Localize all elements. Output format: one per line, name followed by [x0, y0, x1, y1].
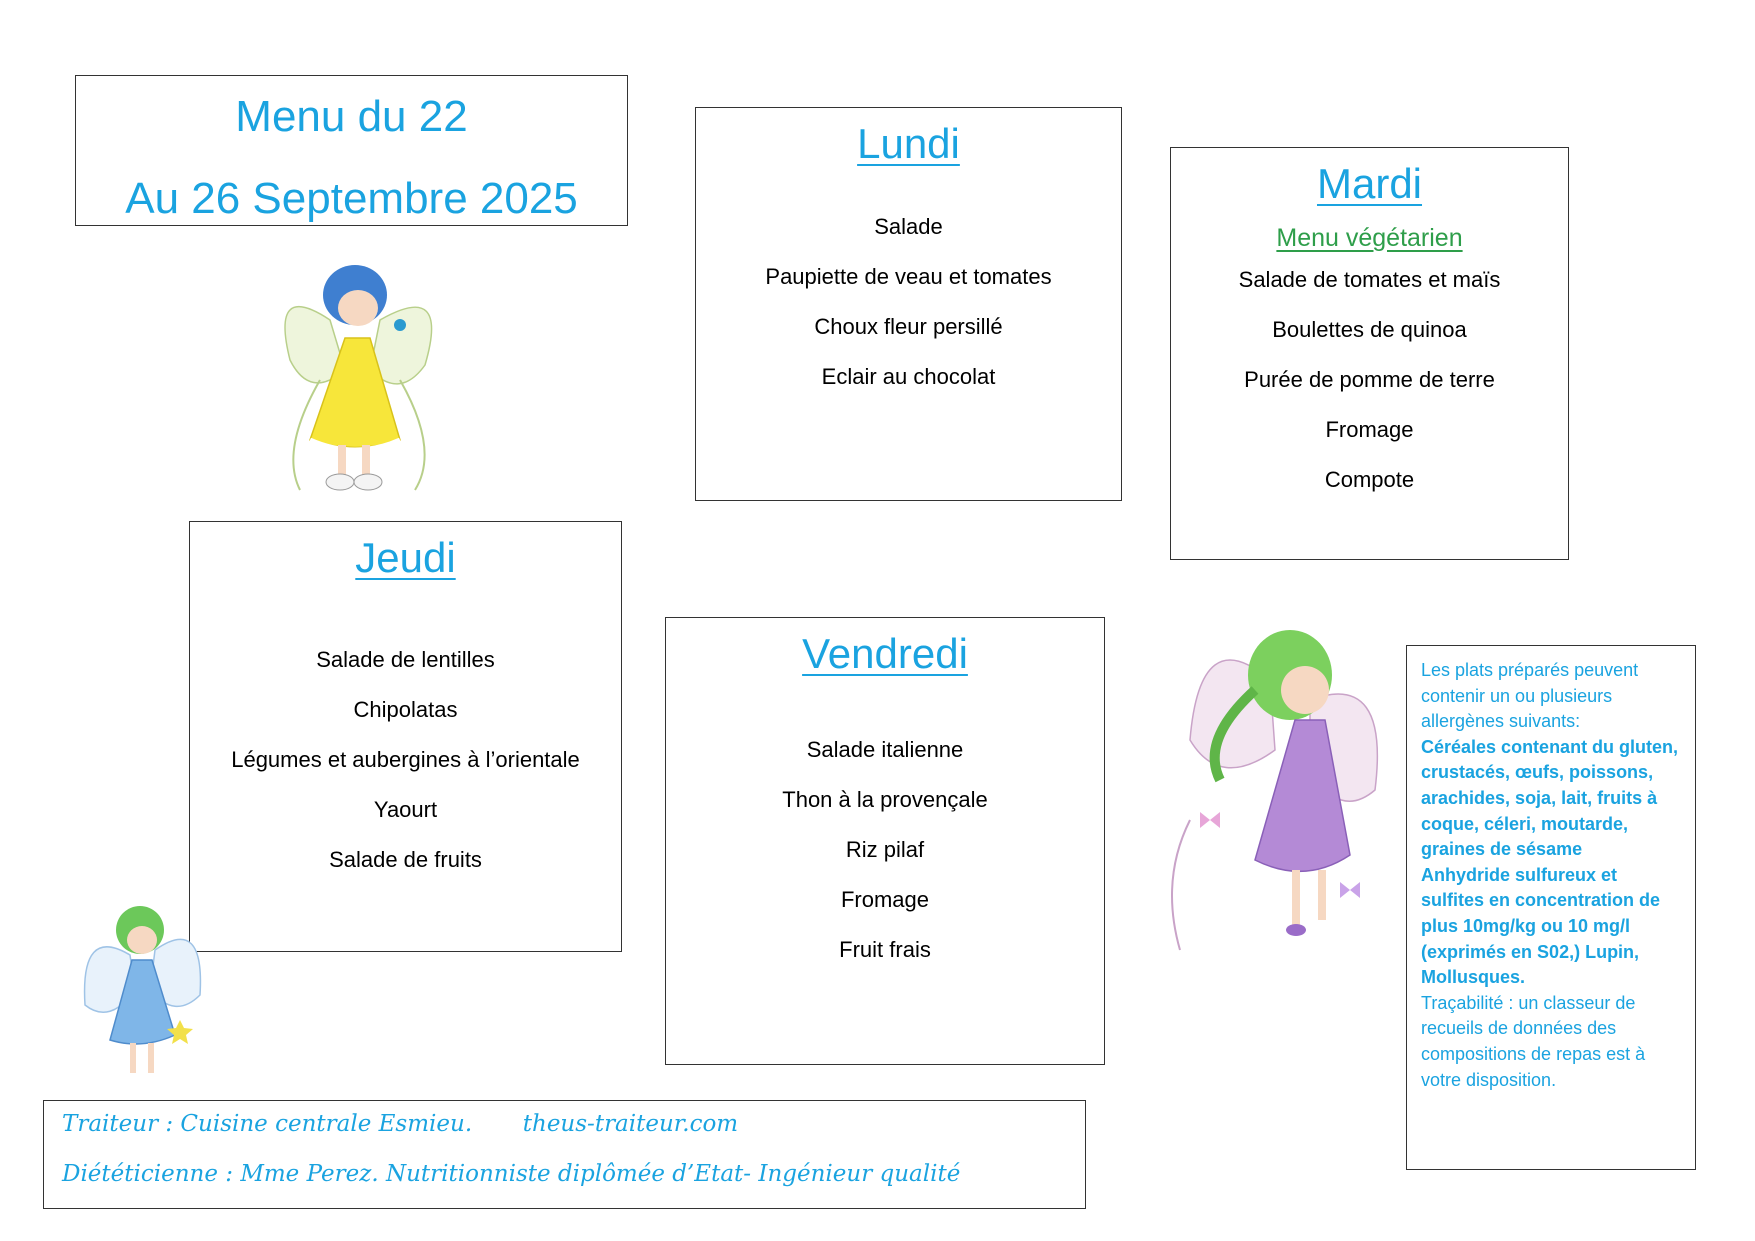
mardi-item: Salade de tomates et maïs [1238, 267, 1501, 292]
mardi-item: Fromage [1325, 417, 1414, 442]
menu-title-line1: Menu du 22 [235, 92, 468, 141]
mardi-item: Boulettes de quinoa [1272, 317, 1467, 342]
traceability-note: Traçabilité : un classeur de recueils de données des compositions de repas est à votre disposition. [1421, 992, 1646, 1090]
allergen-intro: Les plats préparés peuvent contenir un ou plusieurs allergènes suivants: [1421, 660, 1639, 732]
caterer-name: Traiteur : Cuisine centrale Esmieu. [62, 1111, 473, 1137]
lundi-item: Eclair au chocolat [821, 364, 996, 389]
menu-title-line2: Au 26 Septembre 2025 [125, 174, 578, 223]
jeudi-item: Yaourt [373, 797, 438, 822]
vendredi-title: Vendredi [802, 630, 968, 677]
caterer-line [62, 1111, 738, 1137]
mardi-menu-card [1170, 147, 1569, 560]
purple-fairy-illustration [1160, 620, 1400, 1005]
lundi-item: Paupiette de veau et tomates [765, 264, 1052, 289]
blue-fairy-illustration [70, 895, 210, 1090]
lundi-item: Salade [874, 214, 943, 239]
jeudi-title: Jeudi [355, 534, 456, 581]
jeudi-item: Légumes et aubergines à l’orientale [231, 747, 580, 772]
vendredi-item: Riz pilaf [845, 837, 925, 862]
allergen-list-secondary: Anhydride sulfureux et sulfites en concentration de plus 10mg/kg ou 10 mg/l (exprimés en S02,) Lupin, Mollusques. [1421, 864, 1661, 988]
jeudi-menu-card [189, 521, 622, 952]
jeudi-item: Chipolatas [353, 697, 458, 722]
vendredi-item: Thon à la provençale [782, 787, 988, 812]
allergen-info-box [1406, 645, 1696, 1170]
caterer-website-link[interactable]: theus-traiteur.com [522, 1111, 739, 1137]
caterer-footer-box [43, 1100, 1086, 1209]
mardi-title: Mardi [1316, 160, 1423, 207]
menu-title-box [75, 75, 628, 226]
dietitian-line: Diététicienne : Mme Perez. Nutritionniste diplômée d’Etat- Ingénieur qualité [62, 1161, 961, 1187]
vendredi-item: Salade italienne [806, 737, 964, 762]
lundi-menu-card [695, 107, 1122, 501]
vegetarian-menu-label: Menu végétarien [1276, 224, 1463, 252]
lundi-item: Choux fleur persillé [814, 314, 1003, 339]
lundi-title: Lundi [857, 120, 960, 167]
mardi-item: Compote [1324, 467, 1415, 492]
vendredi-item: Fruit frais [839, 937, 931, 962]
jeudi-item: Salade de fruits [329, 847, 482, 872]
vendredi-menu-card [665, 617, 1105, 1065]
allergen-list-primary: Céréales contenant du gluten, crustacés, œufs, poissons, arachides, soja, lait, fruits à coque, céleri, moutarde, graines de sésame [1421, 736, 1679, 860]
yellow-fairy-illustration [250, 250, 470, 505]
jeudi-item: Salade de lentilles [316, 647, 495, 672]
mardi-item: Purée de pomme de terre [1244, 367, 1495, 392]
vendredi-item: Fromage [840, 887, 930, 912]
